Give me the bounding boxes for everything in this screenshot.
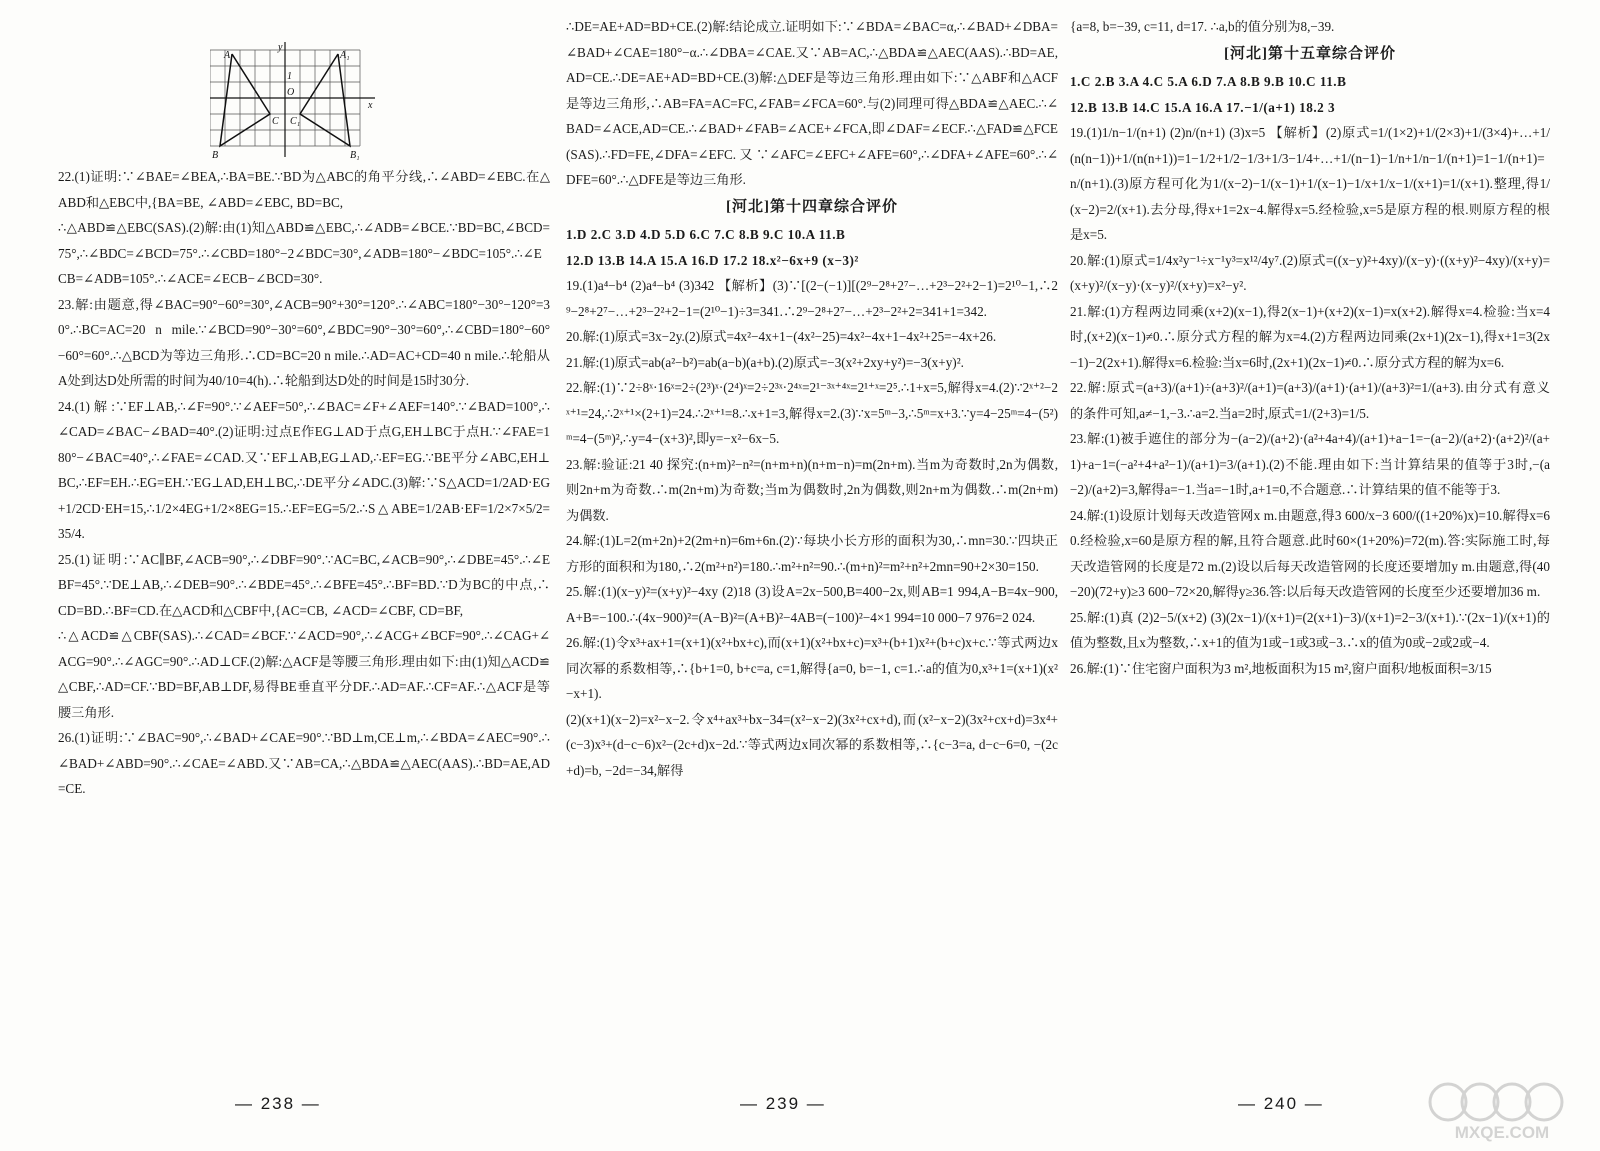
chapter-15-choices-row-1: 1.C 2.B 3.A 4.C 5.A 6.D 7.A 8.B 9.B 10.C 11.B — [1070, 74, 1347, 89]
column-right — [1070, 14, 1550, 1094]
answer-26-cont: ∴DE=AE+AD=BD+CE.(2)解:结论成立.证明如下:∵∠BDA=∠BAC=α,∴∠BAD+∠DBA=∠BAD+∠CAE=180°−α.∴∠DBA=∠CAE.又∵AB=AC,∴△BDA≌△AEC(AAS).∴BD=AE,AD=CE.∴DE=AE+AD=BD+CE.(3)解:△DEF是等边三角形.理由如下:∵△ABF和△ACF是等边三角形,∴AB=FA=AC=FC,∠FAB=∠FCA=60°.与(2)同理可得△BDA≌△AEC.∴∠BAD=∠ACE,AD=CE.∴∠BAD+∠FAB=∠ACE+∠FCA,即∠DAF=∠ECF.∴△FAD≌△FCE(SAS).∴FD=FE,∠DFA=∠EFC.又∵∠AFC=∠EFC+∠AFE=60°,∴∠DFA+∠AFE=60°.∴∠DFE=60°.∴△DFE是等边三角形. — [566, 19, 1058, 187]
label-one: 1 — [287, 71, 292, 82]
ch15-answer-23: 23.解:(1)被手遮住的部分为−(a−2)/(a+2)·(a²+4a+4)/(a+1)+a−1=−(a−2)/(a+2)·(a+2)²/(a+1)+a−1=(−a²+4+a²−1)/(a+1)=3/(a+1).(2)不能.理由如下:当计算结果的值等于3时,−(a−2)/(a+2)=3,解得a=−1.当a=−1时,a+1=0,不合题意.∴计算结果的值不能等于3. — [1070, 431, 1550, 497]
column-left — [58, 14, 550, 1094]
ch14-answer-26-solution: {a=8, b=−39, c=11, d=17. ∴a,b的值分别为8,−39. — [1070, 19, 1335, 34]
label-c: C — [272, 116, 279, 127]
chapter-15-choices-row-2: 12.B 13.B 14.C 15.A 16.A 17.−1/(a+1) 18.2 3 — [1070, 99, 1336, 115]
answer-26: 26.(1)证明:∵∠BAC=90°,∴∠BAD+∠CAE=90°.∵BD⊥m,CE⊥m,∴∠BDA=∠AEC=90°.∴∠BAD+∠ABD=90°.∴∠CAE=∠ABD.又∵AB=CA,∴△BDA≌△AEC(AAS).∴BD=AE,AD=CE. — [58, 730, 550, 796]
chapter-14-choices-row-1: 1.D 2.C 3.D 4.D 5.D 6.C 7.C 8.B 9.C 10.A 11.B — [566, 227, 846, 242]
label-x: x — [368, 100, 373, 111]
ch14-answer-22: 22.解:(1)∵2÷8ˣ·16ˣ=2÷(2³)ˣ·(2⁴)ˣ=2÷2³ˣ·2⁴ˣ=2¹⁻³ˣ⁺⁴ˣ=2¹⁺ˣ=2⁵.∴1+x=5,解得x=4.(2)∵2ˣ⁺²−2ˣ⁺¹=24,∴2ˣ⁺¹×(2+1)=24.∴2ˣ⁺¹=8.∴x+1=3,解得x=2.(3)∵x=5ᵐ−3,∴5ᵐ=x+3.∵y=4−25ᵐ=4−(5²)ᵐ=4−(5ᵐ)²,∴y=4−(x+3)²,即y=−x²−6x−5. — [566, 380, 1058, 446]
ch15-answer-22: 22.解:原式=(a+3)/(a+1)÷(a+3)²/(a+1)=(a+3)/(a+1)·(a+1)/(a+3)²=1/(a+3).由分式有意义的条件可知,a≠−1,−3.∴a=2.当a=2时,原式=1/(2+3)=1/5. — [1070, 380, 1550, 421]
ch14-answer-21: 21.解:(1)原式=ab(a²−b²)=ab(a−b)(a+b).(2)原式=−3(x²+2xy+y²)=−3(x+y)². — [566, 354, 964, 370]
answer-25-cont: ∴△ACD≌△CBF(SAS).∴∠CAD=∠BCF.∵∠ACD=90°,∴∠ACG+∠BCF=90°.∴∠CAG+∠ACG=90°.∴∠AGC=90°.∴AD⊥CF.(2)解:△ACF是等腰三角形.理由如下:由(1)知△ACD≌△CBF,∴AD=CF.∵BD=BF,AB⊥DF,易得BE垂直平分DF.∴AD=AF.∴CF=AF.∴△ACF是等腰三角形. — [58, 628, 550, 720]
page-number-240: — 240 — — [1238, 1094, 1324, 1113]
chapter-14-heading: [河北]第十四章综合评价 — [726, 198, 898, 215]
ch14-answer-20: 20.解:(1)原式=3x−2y.(2)原式=4x²−4x+1−(4x²−25)=4x²−4x+1−4x²+25=−4x+26. — [566, 329, 997, 344]
label-b1: B₁ — [350, 150, 360, 160]
ch15-answer-20: 20.解:(1)原式=1/4x²y⁻¹÷x⁻¹y³=x¹²/4y⁷.(2)原式=((x−y)²+4xy)/(x−y)·((x+y)²−4xy)/(x+y)=(x+y)²/(x−y)·(x−y)²/(x+y)=x²−y². — [1070, 252, 1550, 293]
ch14-answer-26-part2: (2)(x+1)(x−2)=x²−x−2.令x⁴+ax³+bx−34=(x²−x−2)(3x²+cx+d),而(x²−x−2)(3x²+cx+d)=3x⁴+(c−3)x³+(d−c−6)x²−(2c+d)x−2d.∵等式两边x同次幂的系数相等,∴{c−3=a, d−c−6=0, −(2c+d)=b, −2d=−34,解得 — [566, 711, 1058, 778]
ch14-answer-26: 26.解:(1)令x³+ax+1=(x+1)(x²+bx+c),而(x+1)(x²+bx+c)=x³+(b+1)x²+(b+c)x+c.∵等式两边x同次幂的系数相等,∴{b+1=0, b+c=a, c=1,解得{a=0, b=−1, c=1.∴a的值为0,x³+1=(x+1)(x²−x+1). — [566, 635, 1058, 701]
ch15-answer-25: 25.解:(1)真 (2)2−5/(x+2) (3)(2x−1)/(x+1)=(2(x+1)−3)/(x+1)=2−3/(x+1).∵(2x−1)/(x+1)的值为整数,且x为整数,∴x+1的值为1或−1或3或−3.∴x的值为0或−2或2或−4. — [1070, 609, 1550, 650]
answer-25: 25.(1)证明:∵AC∥BF,∠ACB=90°,∴∠DBF=90°.∵AC=BC,∠ACB=90°,∴∠DBE=45°.∴∠EBF=45°.∵DE⊥AB,∴∠DEB=90°.∴∠BDE=45°.∴∠BFE=45°.∴BF=BD.∵D为BC的中点,∴CD=BD.∴BF=CD.在△ACD和△CBF中,{AC=CB, ∠ACD=∠CBF, CD=BF, — [58, 551, 550, 618]
label-b: B — [212, 150, 219, 160]
column-middle — [566, 14, 1058, 1094]
coordinate-grid-figure — [210, 42, 380, 160]
label-c1: C₁ — [290, 116, 301, 127]
ch15-answer-24: 24.解:(1)设原计划每天改造管网x m.由题意,得3 600/x−3 600/((1+20%)x)=10.解得x=60.经检验,x=60是原方程的解,且符合题意.此时60×(1+20%)=72(m).答:实际施工时,每天改造管网的长度是72 m.(2)设以后每天改造管网的长度还要增加y m.由题意,得(40−20)(72+y)≥3 600−72×20,解得y≥36.答:以后每天改造管网的长度至少还要增加36 m. — [1070, 507, 1550, 599]
grid-diagram — [210, 42, 380, 160]
label-a1: A₁ — [340, 50, 350, 61]
chapter-14-choices-row-2: 12.D 13.B 14.A 15.A 16.D 17.2 18.x²−6x+9 (x−3)² — [566, 252, 859, 268]
answer-22-cont: ∴△ABD≌△EBC(SAS).(2)解:由(1)知△ABD≌△EBC,∴∠ADB=∠BCE.∵BD=BC,∠BCD=75°,∴∠BDC=∠BCD=75°.∴∠CBD=180°−2∠BDC=30°,∠ADB=180°−∠BDC=105°.∴∠ECB=∠ADB=105°.∴∠ACE=∠ECB−∠BCD=30°. — [58, 220, 550, 286]
ch14-answer-19: 19.(1)a⁴−b⁴ (2)a⁴−b⁴ (3)342 【解析】(3)∵[(2−(−1)][(2⁹−2⁸+2⁷−…+2³−2²+2−1)=2¹⁰−1,∴2⁹−2⁸+2⁷−…+2³−2²+2−1=(2¹⁰−1)÷3=341.∴2⁹−2⁸+2⁷−…+2³−2²+2=341+1=342. — [566, 278, 1058, 319]
answer-23: 23.解:由题意,得∠BAC=90°−60°=30°,∠ACB=90°+30°=120°.∴∠ABC=180°−30°−120°=30°.∴BC=AC=20 n mile.∵∠BCD=90°−30°=60°,∠BDC=90°−30°=60°,∴∠CBD=180°−60°−60°=60°.∴△BCD为等边三角形.∴CD=BC=20 n mile.∴AD=AC+CD=40 n mile.∴轮船从A处到达D处所需的时间为40/10=4(h).∴轮船到达D处的时间是15时30分. — [58, 296, 550, 388]
ch14-answer-24: 24.解:(1)L=2(m+2n)+2(2m+n)=6m+6n.(2)∵每块小长方形的面积为30,∴mn=30.∵四块正方形的面积和为180,∴2(m²+n²)=180.∴m²+n²=90.∴(m+n)²=m²+n²+2mn=90+2×30=150. — [566, 533, 1058, 574]
ch15-answer-26: 26.解:(1)∵住宅窗户面积为3 m²,地板面积为15 m²,窗户面积/地板面积=3/15 — [1070, 660, 1492, 676]
chapter-15-heading: [河北]第十五章综合评价 — [1224, 45, 1396, 62]
ch15-answer-21: 21.解:(1)方程两边同乘(x+2)(x−1),得2(x−1)+(x+2)(x−1)=x(x+2).解得x=4.检验:当x=4时,(x+2)(x−1)≠0.∴原分式方程的解为x=4.(2)方程两边同乘(2x+1)(2x−1),得x+1=3(2x−1)−2(2x+1).解得x=6.检验:当x=6时,(2x+1)(2x−1)≠0.∴原分式方程的解为x=6. — [1070, 303, 1550, 370]
watermark-logo — [1418, 1080, 1586, 1142]
label-origin: O — [287, 87, 295, 98]
ch15-answer-19: 19.(1)1/n−1/(n+1) (2)n/(n+1) (3)x=5 【解析】(2)原式=1/(1×2)+1/(2×3)+1/(3×4)+…+1/(n(n−1))+1/(n(n+1))=1−1/2+1/2−1/3+1/3−1/4+…+1/(n−1)−1/n+1/n−1/(n+1)=1−1/(n+1)=n/(n+1).(3)原方程可化为1/(x−2)−1/(x−1)+1/(x−1)−1/x+1/x−1/(x+1)=1/(x+1).整理,得1/(x−2)=2/(x+1).去分母,得x+1=2x−4.解得x=5.经检验,x=5是原方程的根.则原方程的根是x=5. — [1070, 125, 1550, 242]
ch14-answer-25: 25.解:(1)(x−y)²=(x+y)²−4xy (2)18 (3)设A=2x−500,B=400−2x,则AB=1 994,A−B=4x−900,A+B=−100.∴(4x−900)²=(A−B)²=(A+B)²−4AB=(−100)²−4×1 994=10 000−7 976=2 024. — [566, 584, 1058, 625]
answer-24: 24.(1)解:∵EF⊥AB,∴∠F=90°.∵∠AEF=50°,∴∠BAC=∠F+∠AEF=140°.∵∠BAD=100°,∴∠CAD=∠BAC−∠BAD=40°.(2)证明:过点E作EG⊥AD于点G,EH⊥BC于点H.∵∠FAE=180°−∠BAC=40°,∴∠FAE=∠CAD.又∵EF⊥AB,EG⊥AD,∴EF=EG.∵BE平分∠ABC,EH⊥BC,∴EF=EH.∴EG=EH.∵EG⊥AD,EH⊥BC,∴DE平分∠ADC.(3)解:∵S△ACD=1/2AD·EG+1/2CD·EH=15,∴1/2×4EG+1/2×8EG=15.∴EF=EG=5/2.∴S△ABE=1/2AB·EF=1/2×7×5/2=35/4. — [58, 398, 550, 541]
label-a: A — [224, 50, 231, 61]
page-number-239: — 239 — — [740, 1094, 826, 1113]
page-number-238: — 238 — — [235, 1094, 321, 1113]
label-y: y — [278, 42, 283, 53]
ch14-answer-23: 23.解:验证:21 40 探究:(n+m)²−n²=(n+m+n)(n+m−n)=m(2n+m).当m为奇数时,2n为偶数,则2n+m为奇数.∴m(2n+m)为奇数;当m为偶数时,2n为偶数,则2n+m为偶数.∴m(2n+m)为偶数. — [566, 456, 1058, 523]
watermark-text: MXQE.COM — [1454, 1123, 1550, 1142]
answer-22: 22.(1)证明:∵∠BAE=∠BEA,∴BA=BE.∵BD为△ABC的角平分线,∴∠ABD=∠EBC.在△ABD和△EBC中,{BA=BE, ∠ABD=∠EBC, BD=BC, — [58, 169, 550, 210]
